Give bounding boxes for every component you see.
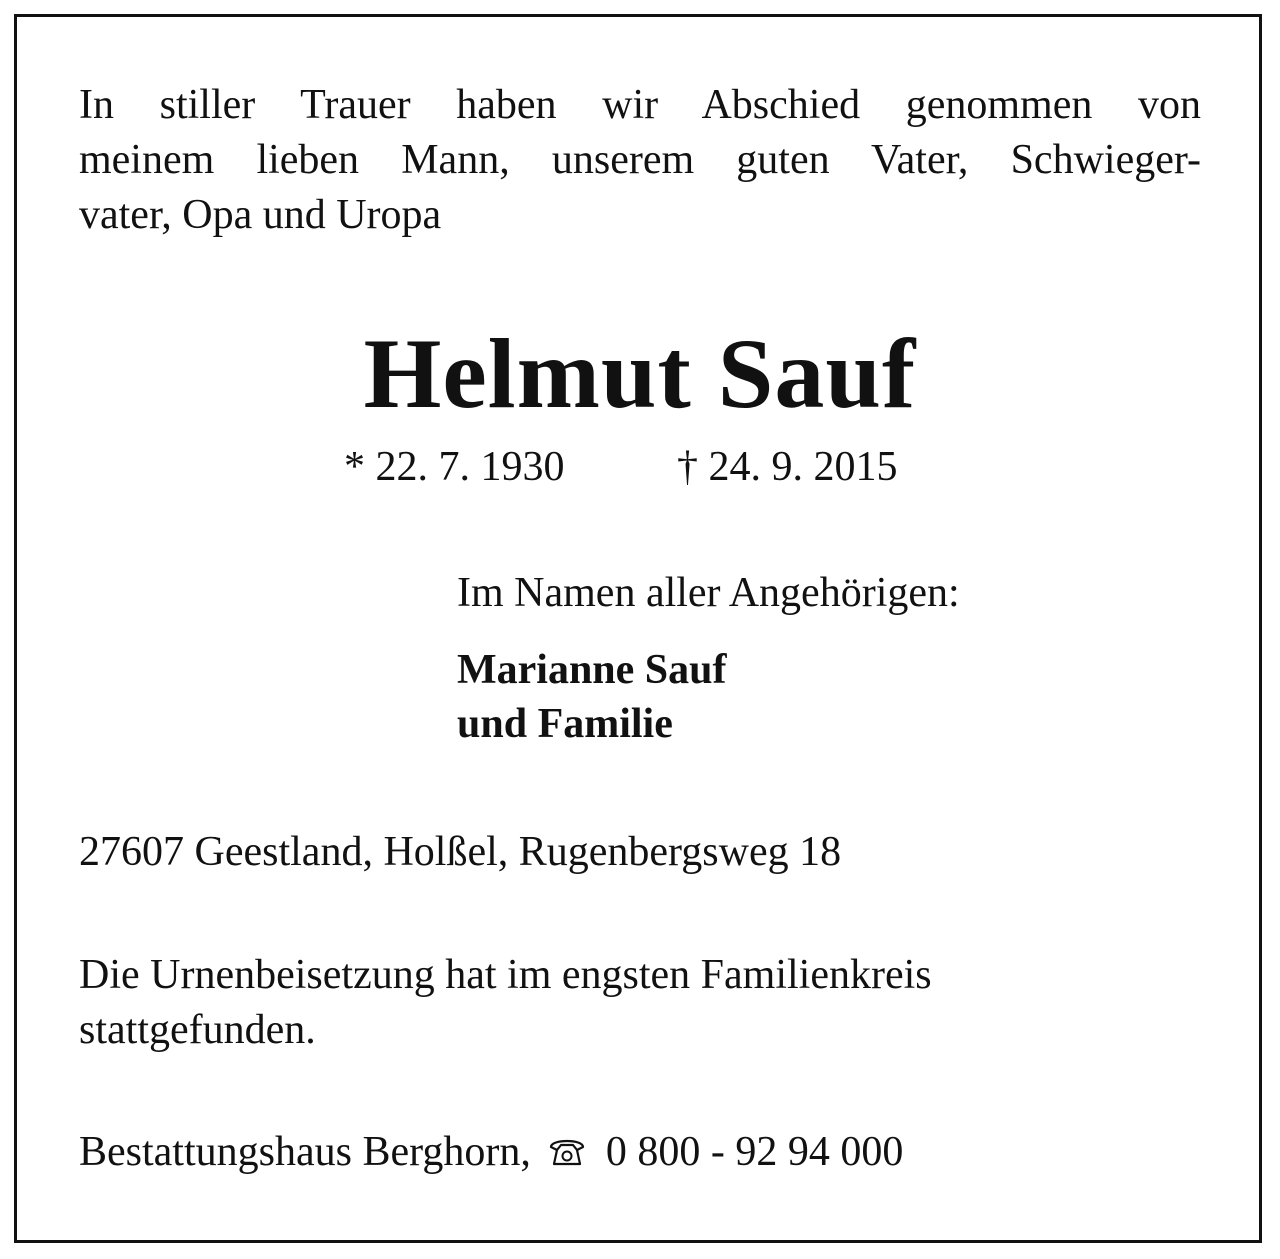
undertaker-line	[79, 1126, 903, 1178]
notice-line: stattgefunden.	[79, 1007, 316, 1053]
signer-names	[457, 643, 727, 751]
undertaker-name: Bestattungshaus Berghorn,	[79, 1129, 531, 1175]
deceased-name: Helmut Sauf	[363, 318, 917, 429]
signer-line: Marianne Sauf	[457, 647, 727, 693]
intro-text	[79, 78, 1201, 243]
notice-line: Die Urnenbeisetzung hat im engsten Familienkreis	[79, 952, 932, 998]
signer-line: und Familie	[457, 701, 673, 747]
telephone-icon	[545, 1133, 589, 1169]
birth-date: * 22. 7. 1930	[344, 444, 565, 490]
intro-line: vater, Opa und Uropa	[79, 192, 442, 238]
death-date: † 24. 9. 2015	[677, 444, 898, 490]
intro-line: In stiller Trauer haben wir Abschied genommen von	[79, 82, 1201, 128]
intro-line: meinem lieben Mann, unserem guten Vater, Schwieger-	[79, 137, 1201, 183]
family-address: 27607 Geestland, Holßel, Rugenbergsweg 18	[79, 829, 842, 875]
undertaker-phone: 0 800 - 92 94 000	[605, 1129, 904, 1175]
burial-notice	[79, 948, 932, 1058]
signature-intro: Im Namen aller Angehörigen:	[457, 570, 960, 616]
